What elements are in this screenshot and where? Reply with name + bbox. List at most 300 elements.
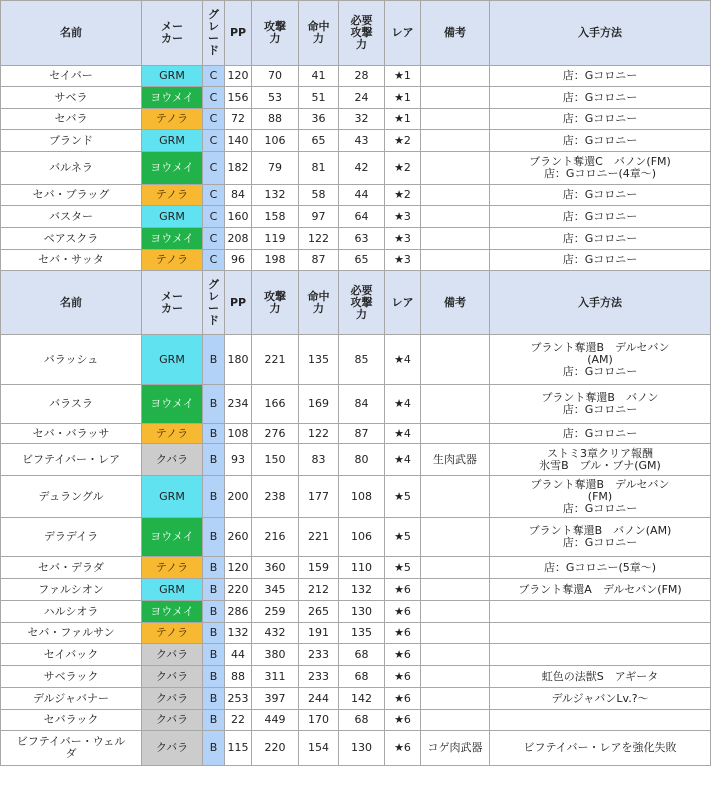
weapon-name-line: デラデイラ — [43, 530, 99, 543]
attack-cell: 221 — [252, 335, 299, 385]
grade-cell: B — [203, 710, 225, 731]
obtain-cell-line: ブラント奪還B バノン(AM) — [528, 524, 672, 537]
weapon-name-line: ハルシオラ — [43, 604, 99, 618]
header-attack — [252, 271, 299, 335]
note-cell — [421, 66, 490, 87]
header-accuracy — [299, 271, 339, 335]
accuracy-cell: 177 — [299, 476, 339, 518]
grade-cell: C — [203, 228, 225, 250]
maker-cell: ヨウメイ — [142, 152, 203, 185]
maker-cell: GRM — [142, 130, 203, 152]
header-grade-line: ド — [208, 44, 219, 57]
rare-cell: ★6 — [385, 688, 421, 710]
obtain-cell-line: 店：Gコロニー — [562, 69, 638, 82]
header-maker-line: メー — [161, 289, 183, 303]
rare-cell: ★6 — [385, 623, 421, 644]
table-row — [1, 710, 711, 731]
obtain-cell-line: ブラント奪還A デルセバン(FM) — [518, 582, 682, 596]
obtain-cell-line: 店：Gコロニー(5章～) — [543, 560, 657, 574]
maker-cell: ヨウメイ — [142, 228, 203, 250]
obtain-cell — [490, 206, 711, 228]
rare-cell: ★3 — [385, 228, 421, 250]
header-required-attack — [339, 1, 385, 66]
required-attack-cell: 65 — [339, 250, 385, 271]
attack-cell: 432 — [252, 623, 299, 644]
note-cell: コゲ肉武器 — [421, 731, 490, 766]
maker-cell: クバラ — [142, 710, 203, 731]
obtain-cell-line: 店：Gコロニー — [562, 536, 638, 549]
header-grade-line: ー — [208, 32, 219, 45]
weapon-name — [1, 228, 142, 250]
attack-cell: 53 — [252, 87, 299, 109]
rare-cell: ★6 — [385, 601, 421, 623]
header-accuracy — [299, 1, 339, 66]
weapon-name — [1, 87, 142, 109]
required-attack-cell: 43 — [339, 130, 385, 152]
maker-cell: ヨウメイ — [142, 601, 203, 623]
obtain-cell — [490, 476, 711, 518]
grade-cell: B — [203, 476, 225, 518]
weapon-name — [1, 557, 142, 579]
obtain-cell-line: ストミ3章クリア報酬 — [547, 446, 653, 460]
header-attack-line: 攻撃 — [264, 20, 286, 33]
table-row — [1, 476, 711, 518]
header-obtain: 入手方法 — [490, 271, 711, 335]
accuracy-cell: 154 — [299, 731, 339, 766]
weapon-name — [1, 385, 142, 424]
note-cell — [421, 228, 490, 250]
header-name: 名前 — [1, 271, 142, 335]
maker-cell: テノラ — [142, 250, 203, 271]
weapon-name — [1, 335, 142, 385]
header-accuracy-line: 力 — [313, 301, 324, 315]
obtain-cell — [490, 130, 711, 152]
grade-cell: C — [203, 130, 225, 152]
table-row — [1, 66, 711, 87]
header-maker-line: メー — [161, 20, 183, 33]
weapon-name — [1, 731, 142, 766]
header-pp: PP — [225, 1, 252, 66]
header-grade — [203, 1, 225, 66]
accuracy-cell: 51 — [299, 87, 339, 109]
maker-cell: テノラ — [142, 185, 203, 206]
grade-cell: B — [203, 688, 225, 710]
note-cell — [421, 335, 490, 385]
maker-cell: クバラ — [142, 731, 203, 766]
weapon-name-line: セイバック — [43, 647, 99, 661]
grade-cell: B — [203, 518, 225, 557]
table-row — [1, 731, 711, 766]
maker-cell: テノラ — [142, 424, 203, 444]
note-cell — [421, 424, 490, 444]
required-attack-cell: 84 — [339, 385, 385, 424]
weapon-name — [1, 206, 142, 228]
obtain-cell — [490, 424, 711, 444]
grade-cell: B — [203, 335, 225, 385]
required-attack-cell: 44 — [339, 185, 385, 206]
attack-cell: 276 — [252, 424, 299, 444]
attack-cell: 259 — [252, 601, 299, 623]
grade-cell: B — [203, 666, 225, 688]
obtain-cell — [490, 152, 711, 185]
weapon-name-line: バラスラ — [49, 397, 93, 410]
obtain-cell-line: (AM) — [587, 352, 613, 366]
accuracy-cell: 58 — [299, 185, 339, 206]
pp-cell: 132 — [225, 623, 252, 644]
required-attack-cell: 110 — [339, 557, 385, 579]
grade-cell: C — [203, 250, 225, 271]
accuracy-cell: 122 — [299, 424, 339, 444]
weapon-name-line: ベアスクラ — [43, 231, 99, 245]
header-required-attack-line: 攻撃 — [350, 26, 373, 39]
accuracy-cell: 83 — [299, 444, 339, 476]
weapon-name-line: ビフテイバー・ウェル — [16, 735, 126, 748]
maker-cell: GRM — [142, 476, 203, 518]
weapon-name-line: セイバー — [49, 69, 93, 82]
pp-cell: 22 — [225, 710, 252, 731]
note-cell — [421, 109, 490, 130]
attack-cell: 119 — [252, 228, 299, 250]
obtain-cell — [490, 518, 711, 557]
pp-cell: 140 — [225, 130, 252, 152]
header-note: 備考 — [421, 271, 490, 335]
weapon-name-line: バラッシュ — [43, 352, 99, 366]
rare-cell: ★2 — [385, 130, 421, 152]
required-attack-cell: 28 — [339, 66, 385, 87]
obtain-cell — [490, 228, 711, 250]
weapon-name — [1, 152, 142, 185]
attack-cell: 220 — [252, 731, 299, 766]
header-required-attack-line: 力 — [356, 307, 367, 321]
note-cell: 生肉武器 — [421, 444, 490, 476]
weapon-name — [1, 109, 142, 130]
rare-cell: ★1 — [385, 109, 421, 130]
header-attack-line: 力 — [269, 301, 281, 315]
accuracy-cell: 81 — [299, 152, 339, 185]
weapon-name — [1, 518, 142, 557]
attack-cell: 166 — [252, 385, 299, 424]
accuracy-cell: 97 — [299, 206, 339, 228]
note-cell — [421, 152, 490, 185]
obtain-cell — [490, 185, 711, 206]
obtain-cell — [490, 579, 711, 601]
weapon-name-line: サベラック — [43, 669, 99, 683]
obtain-cell-line: 店：Gコロニー — [562, 90, 638, 104]
maker-cell: クバラ — [142, 666, 203, 688]
weapon-name-line: ファルシオン — [38, 582, 104, 596]
grade-cell: C — [203, 87, 225, 109]
table-row — [1, 130, 711, 152]
pp-cell: 253 — [225, 688, 252, 710]
header-attack-line: 力 — [269, 32, 281, 45]
grade-cell: B — [203, 557, 225, 579]
grade-cell: B — [203, 579, 225, 601]
pp-cell: 96 — [225, 250, 252, 271]
header-grade-line: ー — [208, 301, 219, 315]
obtain-cell — [490, 601, 711, 623]
grade-cell: C — [203, 66, 225, 87]
required-attack-cell: 68 — [339, 644, 385, 666]
table-row — [1, 228, 711, 250]
rare-cell: ★5 — [385, 476, 421, 518]
grade-cell: B — [203, 385, 225, 424]
accuracy-cell: 41 — [299, 66, 339, 87]
obtain-cell — [490, 666, 711, 688]
header-required-attack-line: 必要 — [350, 14, 373, 27]
pp-cell: 44 — [225, 644, 252, 666]
maker-cell: クバラ — [142, 444, 203, 476]
pp-cell: 115 — [225, 731, 252, 766]
required-attack-cell: 63 — [339, 228, 385, 250]
obtain-cell-line: 店：Gコロニー — [562, 112, 638, 125]
table-row — [1, 87, 711, 109]
required-attack-cell: 87 — [339, 424, 385, 444]
grade-cell: B — [203, 424, 225, 444]
weapon-name-line: バスター — [49, 209, 93, 223]
pp-cell: 93 — [225, 444, 252, 476]
rare-cell: ★6 — [385, 710, 421, 731]
header-grade-line: グ — [208, 8, 219, 21]
accuracy-cell: 122 — [299, 228, 339, 250]
maker-cell: テノラ — [142, 109, 203, 130]
obtain-cell — [490, 688, 711, 710]
header-accuracy-line: 命中 — [307, 20, 330, 33]
pp-cell: 160 — [225, 206, 252, 228]
table-body — [1, 1, 711, 766]
pp-cell: 88 — [225, 666, 252, 688]
note-cell — [421, 688, 490, 710]
rare-cell: ★5 — [385, 557, 421, 579]
header-rare: レア — [385, 1, 421, 66]
header-required-attack-line: 必要 — [350, 283, 373, 297]
maker-cell: ヨウメイ — [142, 87, 203, 109]
obtain-cell-line: 店：Gコロニー(4章～) — [543, 167, 657, 180]
note-cell — [421, 87, 490, 109]
weapon-name-line: デュラングル — [38, 489, 104, 503]
header-required-attack-line: 攻撃 — [350, 295, 373, 309]
header-grade-line: レ — [208, 20, 219, 33]
obtain-cell-line: ブラント奪還B デルセバン — [530, 477, 670, 491]
maker-cell: GRM — [142, 66, 203, 87]
required-attack-cell: 132 — [339, 579, 385, 601]
maker-cell: テノラ — [142, 557, 203, 579]
note-cell — [421, 385, 490, 424]
attack-cell: 132 — [252, 185, 299, 206]
required-attack-cell: 42 — [339, 152, 385, 185]
obtain-cell — [490, 444, 711, 476]
attack-cell: 397 — [252, 688, 299, 710]
note-cell — [421, 644, 490, 666]
required-attack-cell: 85 — [339, 335, 385, 385]
weapon-name — [1, 688, 142, 710]
obtain-cell-line: 虹色の法獣S アギータ — [541, 669, 659, 683]
pp-cell: 182 — [225, 152, 252, 185]
rare-cell: ★1 — [385, 87, 421, 109]
required-attack-cell: 106 — [339, 518, 385, 557]
pp-cell: 120 — [225, 557, 252, 579]
weapon-name — [1, 444, 142, 476]
pp-cell: 156 — [225, 87, 252, 109]
required-attack-cell: 135 — [339, 623, 385, 644]
obtain-cell-line: 店：Gコロニー — [562, 403, 638, 416]
header-name: 名前 — [1, 1, 142, 66]
rare-cell: ★6 — [385, 731, 421, 766]
header-accuracy-line: 命中 — [307, 289, 330, 303]
obtain-cell-line: 店：Gコロニー — [562, 209, 638, 223]
required-attack-cell: 68 — [339, 666, 385, 688]
weapon-name — [1, 623, 142, 644]
rare-cell: ★2 — [385, 185, 421, 206]
attack-cell: 311 — [252, 666, 299, 688]
pp-cell: 260 — [225, 518, 252, 557]
header-rare: レア — [385, 271, 421, 335]
obtain-cell — [490, 731, 711, 766]
pp-cell: 108 — [225, 424, 252, 444]
rare-cell: ★3 — [385, 206, 421, 228]
table-row — [1, 206, 711, 228]
table-row — [1, 644, 711, 666]
obtain-cell-line: ブラント奪還B デルセバン — [530, 340, 670, 354]
weapon-name — [1, 476, 142, 518]
accuracy-cell: 36 — [299, 109, 339, 130]
table-row — [1, 185, 711, 206]
table-header-row — [1, 271, 711, 335]
accuracy-cell: 244 — [299, 688, 339, 710]
obtain-cell-line: 店：Gコロニー — [562, 231, 638, 245]
header-maker-line: カー — [161, 301, 183, 315]
table-row — [1, 623, 711, 644]
weapon-name — [1, 66, 142, 87]
weapon-name — [1, 601, 142, 623]
table-row — [1, 335, 711, 385]
obtain-cell-line: ブラント奪還B バノン — [541, 391, 659, 404]
grade-cell: B — [203, 644, 225, 666]
table-row — [1, 557, 711, 579]
required-attack-cell: 142 — [339, 688, 385, 710]
grade-cell: B — [203, 601, 225, 623]
table-row — [1, 518, 711, 557]
pp-cell: 84 — [225, 185, 252, 206]
accuracy-cell: 169 — [299, 385, 339, 424]
rare-cell: ★5 — [385, 518, 421, 557]
grade-cell: B — [203, 731, 225, 766]
pp-cell: 180 — [225, 335, 252, 385]
table-row — [1, 579, 711, 601]
attack-cell: 150 — [252, 444, 299, 476]
obtain-cell — [490, 335, 711, 385]
weapon-name — [1, 130, 142, 152]
header-pp: PP — [225, 271, 252, 335]
header-grade — [203, 271, 225, 335]
table-row — [1, 666, 711, 688]
note-cell — [421, 623, 490, 644]
obtain-cell-line: 店：Gコロニー — [562, 133, 638, 147]
attack-cell: 79 — [252, 152, 299, 185]
grade-cell: C — [203, 206, 225, 228]
header-required-attack-line: 力 — [356, 38, 367, 51]
pp-cell: 120 — [225, 66, 252, 87]
obtain-cell — [490, 623, 711, 644]
obtain-cell — [490, 109, 711, 130]
table-row — [1, 688, 711, 710]
maker-cell: テノラ — [142, 623, 203, 644]
obtain-cell — [490, 250, 711, 271]
weapon-name-line: サベラ — [54, 90, 88, 104]
obtain-cell-line: デルジャバンLv.?～ — [551, 691, 649, 705]
maker-cell: クバラ — [142, 688, 203, 710]
table-row — [1, 109, 711, 130]
obtain-cell-line: ブラント奪還C バノン(FM) — [529, 155, 671, 168]
accuracy-cell: 170 — [299, 710, 339, 731]
note-cell — [421, 579, 490, 601]
grade-cell: C — [203, 109, 225, 130]
required-attack-cell: 32 — [339, 109, 385, 130]
attack-cell: 198 — [252, 250, 299, 271]
table-row — [1, 444, 711, 476]
required-attack-cell: 80 — [339, 444, 385, 476]
obtain-cell-line: 店：Gコロニー — [562, 426, 638, 440]
rare-cell: ★1 — [385, 66, 421, 87]
rare-cell: ★6 — [385, 644, 421, 666]
obtain-cell — [490, 87, 711, 109]
weapon-name-line: セバ・デラダ — [38, 560, 104, 574]
attack-cell: 88 — [252, 109, 299, 130]
table-row — [1, 424, 711, 444]
table-row — [1, 152, 711, 185]
header-obtain: 入手方法 — [490, 1, 711, 66]
attack-cell: 106 — [252, 130, 299, 152]
note-cell — [421, 250, 490, 271]
weapon-name-line: セバラック — [43, 713, 99, 726]
weapon-name — [1, 666, 142, 688]
note-cell — [421, 130, 490, 152]
weapon-name — [1, 710, 142, 731]
maker-cell: ヨウメイ — [142, 518, 203, 557]
attack-cell: 360 — [252, 557, 299, 579]
weapon-name-line: ダ — [65, 747, 77, 760]
header-accuracy-line: 力 — [313, 32, 324, 45]
table-header-row — [1, 1, 711, 66]
rare-cell: ★6 — [385, 579, 421, 601]
weapon-name-line: セバラ — [54, 112, 88, 125]
required-attack-cell: 68 — [339, 710, 385, 731]
accuracy-cell: 65 — [299, 130, 339, 152]
accuracy-cell: 221 — [299, 518, 339, 557]
maker-cell: GRM — [142, 206, 203, 228]
header-required-attack — [339, 271, 385, 335]
obtain-cell-line: ビフテイバー・レアを強化失敗 — [523, 741, 677, 754]
attack-cell: 380 — [252, 644, 299, 666]
header-note: 備考 — [421, 1, 490, 66]
attack-cell: 238 — [252, 476, 299, 518]
obtain-cell-line: 店：Gコロニー — [562, 501, 638, 515]
weapon-name-line: バルネラ — [49, 161, 93, 174]
header-maker — [142, 1, 203, 66]
header-grade-line: レ — [208, 289, 219, 303]
obtain-cell — [490, 385, 711, 424]
required-attack-cell: 130 — [339, 731, 385, 766]
table-row — [1, 601, 711, 623]
grade-cell: B — [203, 623, 225, 644]
pp-cell: 234 — [225, 385, 252, 424]
required-attack-cell: 64 — [339, 206, 385, 228]
pp-cell: 200 — [225, 476, 252, 518]
obtain-cell-line: (FM) — [587, 489, 613, 503]
required-attack-cell: 108 — [339, 476, 385, 518]
grade-cell: C — [203, 152, 225, 185]
note-cell — [421, 185, 490, 206]
rare-cell: ★4 — [385, 385, 421, 424]
